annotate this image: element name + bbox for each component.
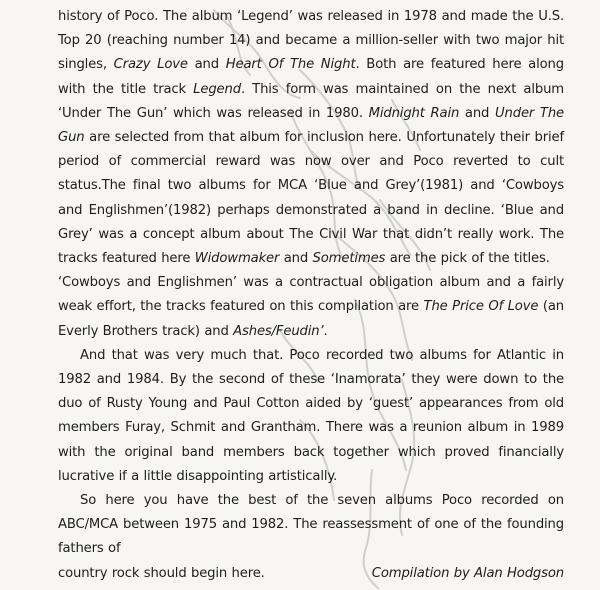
text-run: and: [187, 57, 226, 73]
text-run: are selected from that album for inclusion here. Unfortunately their brief period of commercial reward was now over and Poco reverted to cult status.The final two albums for MCA ‘Blue and Grey’(1981) and ‘Cowboys and Englishmen’(1982) perhaps demonstrated a band in decline. ‘Blue and Grey’ was a concept album about The Civil War that didn’t really work. The tracks featured here: [58, 130, 564, 267]
song-title: Ashes/Feudin’: [233, 323, 324, 339]
closing-line: [58, 562, 564, 586]
text-run: . This form was maintained on the next album ‘Under The Gun’ which was released in 1980.: [58, 81, 564, 121]
text-run: . Both are featured here along with the title track: [58, 57, 564, 97]
text-run: are the pick of the titles.: [385, 251, 550, 267]
compilation-credit: Compilation by Alan Hodgson: [371, 565, 564, 581]
song-title: The Price Of Love: [423, 299, 539, 315]
closing-sentence: country rock should begin here.: [58, 565, 265, 581]
text-run: .: [323, 323, 328, 339]
song-title: Legend: [193, 81, 241, 97]
song-title: Widowmaker: [194, 251, 280, 267]
song-title: Under The Gun: [58, 105, 565, 146]
song-title: Heart Of The Night: [225, 57, 356, 73]
text-run: and: [459, 105, 496, 121]
liner-notes-text: [58, 5, 564, 586]
song-title: Midnight Rain: [368, 105, 460, 121]
text-run: and: [279, 251, 313, 267]
text-run: ‘Cowboys and Englishmen’ was a contractual obligation album and a fairly weak effort, the tracks featured on this compilation are: [58, 275, 564, 315]
paragraph-3: And that was very much that. Poco recorded two albums for Atlantic in 1982 and 1984. By the second of these ‘Inamorata’ they were down to the duo of Rusty Young and Paul Cotton aided by ‘guest’ appearances from old members Furay, Schmit and Grantham. There was a reunion album in 1989 with the original band members back together which proved financially lucrative if a little disappointing artistically.: [58, 347, 564, 484]
song-title: Crazy Love: [113, 57, 188, 73]
song-title: Sometimes: [312, 251, 386, 267]
paragraph-4: So here you have the best of the seven albums Poco recorded on ABC/MCA between 1975 and 1982. The reassessment of one of the founding fathers of: [58, 493, 564, 557]
text-run: (an Everly Brothers track) and: [58, 299, 564, 339]
paragraph-1: [58, 5, 564, 271]
text-run: history of Poco. The album ‘Legend’ was released in 1978 and made the U.S. Top 20 (reaching number 14) and became a million-seller with two major hit singles,: [58, 9, 564, 73]
paragraph-2: [58, 271, 564, 344]
